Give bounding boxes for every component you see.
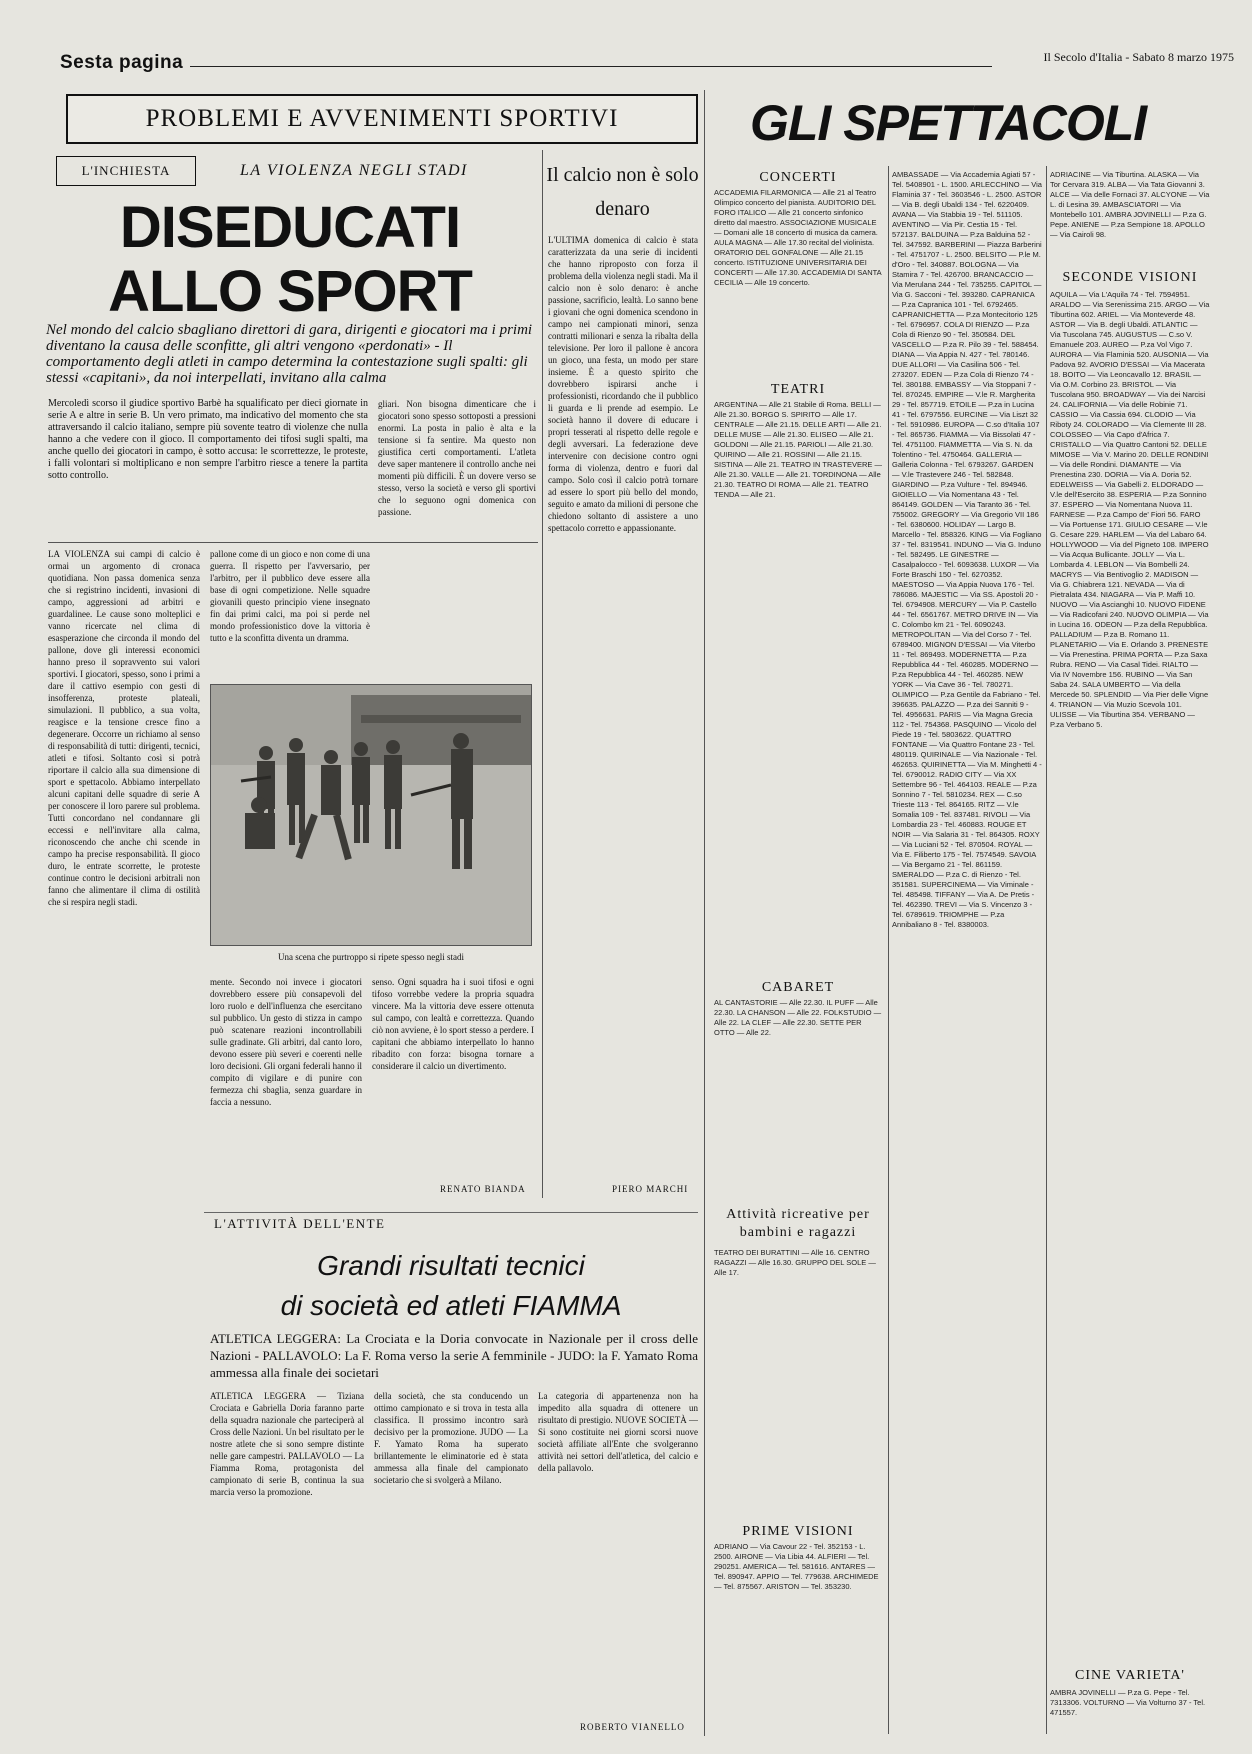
masthead-line: Il Secolo d'Italia - Sabato 8 marzo 1975 bbox=[1043, 50, 1234, 64]
prime-visioni-list: ADRIANO — Via Cavour 22 - Tel. 352153 - L. 2500. AIRONE — Via Libia 44. ALFIERI — Tel. 290251. AMERICA — Tel. 581616. ANTARES — Tel. 890947. APPIO — Tel. 779638. ARCHIMEDE — Tel. 875567. ARISTON — Tel. 353230. bbox=[714, 1542, 879, 1591]
ente-column-2: della società, che sta conducendo un ottimo campionato e si trova in testa alla classifica. Il prossimo incontro sarà decisivo per la promozione. JUDO — La F. Yamato Roma ha superato brillantemente le eliminatorie ed è stata ammessa alla finale del campionato societario che si svolgerà a Milano. bbox=[374, 1391, 528, 1485]
ragazzi-heading: Attività ricreative per bambini e ragazzi bbox=[726, 1207, 870, 1240]
ente-title-line-2: di società ed atleti FIAMMA bbox=[280, 1290, 622, 1321]
concerti-list: ACCADEMIA FILARMONICA — Alle 21 al Teatro Olimpico concerto del pianista. AUDITORIO DEL FORO ITALICO — Alle 21 concerto sinfonico diretto dal maestro. ASSOCIAZIONE MUSICALE — Domani alle 18 concerto di musica da camera. AULA MAGNA — Alle 17.30 recital del violinista. ORATORIO DEL GONFALONE — Alle 21.15 concerto. ISTITUZIONE UNIVERSITARIA DEI CONCERTI — Alle 17.30. ACCADEMIA DI SANTA CECILIA — Alle 19 concerto. bbox=[714, 188, 882, 287]
ente-deck: ATLETICA LEGGERA: La Crociata e la Doria convocate in Nazionale per il cross delle Nazioni - PALLAVOLO: La F. Roma verso la serie A femminile - JUDO: la F. Yamato Roma ammessa alla finale dei societari bbox=[210, 1331, 698, 1380]
teatri-list: ARGENTINA — Alle 21 Stabile di Roma. BELLI — Alle 21.30. BORGO S. SPIRITO — Alle 17. CENTRALE — Alle 21.15. DELLE ARTI — Alle 21. DELLE MUSE — Alle 21.30. ELISEO — Alle 21. GOLDONI — Alle 21.15. PARIOLI — Alle 21.30. QUIRINO — Alle 21. ROSSINI — Alle 21.15. SISTINA — Alle 21. TEATRO IN TRASTEVERE — Alle 21.30. VALLE — Alle 21. TORDINONA — Alle 21.30. TEATRO DI ROMA — Alle 21. TEATRO TENDA — Alle 21. bbox=[714, 400, 882, 499]
section-label: Sesta pagina bbox=[60, 52, 184, 73]
calcio-headline: Il calcio non è solo denaro bbox=[546, 164, 699, 220]
page-divider bbox=[704, 90, 705, 1736]
seconde-visioni-list: AQUILA — Via L'Aquila 74 - Tel. 7594951. ARALDO — Via Serenissima 215. ARGO — Via Tiburtina 602. ARIEL — Via Monteverde 48. ASTOR — Via B. degli Ubaldi. ATLANTIC — Via Tuscolana 745. AUGUSTUS — C.so V. Emanuele 203. AUREO — P.za Vol Vigo 7. AURORA — Via Flaminia 520. AUSONIA — Via Padova 92. AVORIO D'ESSAI — Via Macerata 18. BOITO — Via Leoncavallo 12. BRASIL — Via O.M. Corbino 23. BRISTOL — Via Tuscolana 950. BROADWAY — Via dei Narcisi 24. CALIFORNIA — Via delle Robinie 71. CASSIO — Via Cassia 694. CLODIO — Via Riboty 24. COLORADO — Via Clemente III 28. COLOSSEO — Via Capo d'Africa 7. CRISTALLO — Via Quattro Cantoni 52. DELLE MIMOSE — Via V. Marino 20. DELLE RONDINI — Via delle Rondini. DIAMANTE — Via Prenestina 230. DORIA — Via A. Doria 52. EDELWEISS — Via Gabelli 2. ELDORADO — V.le dell'Esercito 38. ESPERIA — P.za Sonnino 37. ESPERO — Via Nomentana Nuova 11. FARNESE — P.za Campo de' Fiori 56. FARO — Via Portuense 171. GIULIO CESARE — V.le G. Cesare 229. HARLEM — Via del Labaro 64. HOLLYWOOD — Via del Pigneto 108. IMPERO — Via Acqua Bullicante. JOLLY — Via L. Lombarda 4. LEBLON — Via Bombelli 24. MACRYS — Via Bentivoglio 2. MADISON — Via G. Chiabrera 121. NEVADA — Via di Pietralata 434. NIAGARA — Via P. Maffi 10. NUOVO — Via Ascianghi 10. NUOVO FIDENE — Via Radicofani 240. NUOVO OLIMPIA — Via in Lucina 16. ODEON — P.za della Repubblica. PALLADIUM — P.za B. Romano 11. PLANETARIO — Via E. Orlando 3. PRENESTE — Via Prenestina. PRIMA PORTA — P.za Saxa Rubra. RENO — Via Casal Tidei. RIALTO — Via IV Novembre 156. RUBINO — Via San Saba 24. SALA UMBERTO — Via della Mercede 50. SPLENDID — Via Pier delle Vigne 4. TRIANON — Via Muzio Scevola 101. ULISSE — Via Tiburtina 354. VERBANO — P.za Verbano 5. bbox=[1050, 290, 1210, 729]
concerti-heading: CONCERTI bbox=[759, 170, 837, 185]
cinema-list-right-top: ADRIACINE — Via Tiburtina. ALASKA — Via Tor Cervara 319. ALBA — Via Tata Giovanni 3. ALCE — Via delle Fornaci 37. ALCYONE — Via L. di Lesina 39. AMBASCIATORI — Via Montebello 101. AMBRA JOVINELLI — P.za G. Pepe. ANIENE — P.za Sempione 18. APOLLO — Via Cairoli 98. bbox=[1050, 170, 1210, 239]
header-rule bbox=[190, 66, 992, 67]
inchiesta-kicker: L'INCHIESTA bbox=[56, 156, 196, 186]
article-lower-column-2: senso. Ogni squadra ha i suoi tifosi e ogni tifoso vorrebbe vedere la propria squadra vincere. Ma la vittoria deve essere ottenuta sul campo, con lealtà e correttezza. Quando ciò non avviene, è lo sport stesso a perdere. I capitani che abbiamo interpellato lo hanno ribadito con forza: bisogna tornare a considerare il calcio un divertimento. bbox=[372, 977, 534, 1071]
ente-title-line-1: Grandi risultati tecnici bbox=[317, 1250, 585, 1281]
article-column-3: gliari. Non bisogna dimenticare che i giocatori sono spesso sottoposti a pressioni enormi. La posta in palio è alta e la tensione si fa sentire. Ma questo non giustifica certi comportamenti. L'atleta deve saper mantenere il controllo anche nei momenti più difficili. È un dovere verso se stesso, verso la società e verso gli sportivi che lo seguono ogni domenica con passione. bbox=[378, 399, 536, 517]
column-rule-3 bbox=[1046, 166, 1047, 1734]
ragazzi-list: TEATRO DEI BURATTINI — Alle 16. CENTRO RAGAZZI — Alle 16.30. GRUPPO DEL SOLE — Alle 17. bbox=[714, 1248, 876, 1277]
prime-visioni-heading: PRIME VISIONI bbox=[742, 1524, 854, 1539]
article-lead: Mercoledì scorso il giudice sportivo Barbè ha squalificato per dieci giornate in serie A e altre in serie B. Un vero primato, ma indicativo del momento che sta attraversando il calcio italiano, sempre più sovente teatro di violenze che nulla hanno a che vedere con il gioco. Il comportamento dei tifosi sugli spalti, ma anche quello dei giocatori in campo, è sotto accusa: le scorrettezze, le proteste, i falli volontari si moltiplicano e non sempre l'arbitro riesce a tenere la partita sotto controllo. bbox=[48, 398, 368, 481]
ente-kicker: L'ATTIVITÀ DELL'ENTE bbox=[214, 1216, 386, 1231]
seconde-visioni-heading: SECONDE VISIONI bbox=[1062, 270, 1198, 285]
teatri-heading: TEATRI bbox=[770, 382, 826, 397]
cabaret-list: AL CANTASTORIE — Alle 22.30. IL PUFF — Alle 22.30. LA CHANSON — Alle 22. FOLKSTUDIO — Alle 22. LA CLEF — Alle 22.30. SETTE PER OTTO — Alle 22. bbox=[714, 998, 882, 1037]
ente-byline: ROBERTO VIANELLO bbox=[580, 1722, 685, 1732]
cine-varieta-list: AMBRA JOVINELLI — P.za G. Pepe - Tel. 7313306. VOLTURNO — Via Volturno 37 - Tel. 471557. bbox=[1050, 1688, 1206, 1717]
ente-column-1: ATLETICA LEGGERA — Tiziana Crociata e Gabriella Doria faranno parte della squadra nazionale che parteciperà al Cross delle Nazioni. Un bel risultato per le nostre atlete che si sono sempre distinte nelle gare campestri. PALLAVOLO — La Fiamma Roma, protagonista del campionato di serie B, continua la sua marcia verso la promozione. bbox=[210, 1391, 364, 1497]
article-lower-column-1: mente. Secondo noi invece i giocatori dovrebbero essere più consapevoli del loro ruolo e dell'influenza che esercitano sul pubblico. Un gesto di stizza in campo può scatenare reazioni incontrollabili sulle gradinate. Gli arbitri, dal canto loro, devono essere più severi e coerenti nelle loro decisioni. Gli organi federali hanno il compito di vigilare e di punire con fermezza chi sbaglia, senza guardare in faccia a nessuno. bbox=[210, 977, 362, 1107]
cinema-list: AMBASSADE — Via Accademia Agiati 57 - Tel. 5408901 - L. 1500. ARLECCHINO — Via Flaminia 37 - Tel. 3603546 - L. 2500. ASTOR — Via B. degli Ubaldi 134 - Tel. 6220409. AVANA — Via Stabbia 19 - Tel. 511105. AVENTINO — Via Pir. Cestia 15 - Tel. 572137. BALDUINA — P.za Balduina 52 - Tel. 347592. BARBERINI — Piazza Barberini - Tel. 4751707 - L. 2500. BELSITO — P.le M. d'Oro - Tel. 340887. BOLOGNA — Via Stamira 7 - Tel. 426700. BRANCACCIO — Via Merulana 244 - Tel. 735255. CAPITOL — Via G. Sacconi - Tel. 393280. CAPRANICA — P.za Capranica 101 - Tel. 6792465. CAPRANICHETTA — P.za Montecitorio 125 - Tel. 6796957. COLA DI RIENZO — P.za Cola di Rienzo 90 - Tel. 350584. DEL VASCELLO — P.za R. Pilo 39 - Tel. 588454. DIANA — Via Appia N. 427 - Tel. 780146. DUE ALLORI — Via Casilina 506 - Tel. 273207. EDEN — P.za Cola di Rienzo 74 - Tel. 380188. EMBASSY — Via Stoppani 7 - Tel. 870245. EMPIRE — V.le R. Margherita 29 - Tel. 857719. ETOILE — P.za in Lucina 41 - Tel. 6797556. EURCINE — Via Liszt 32 - Tel. 5910986. EUROPA — C.so d'Italia 107 - Tel. 865736. FIAMMA — Via Bissolati 47 - Tel. 4751100. FIAMMETTA — Via S. N. da Tolentino - Tel. 4750464. GALLERIA — Galleria Colonna - Tel. 6793267. GARDEN — V.le Trastevere 246 - Tel. 582848. GIARDINO — P.za Vulture - Tel. 894946. GIOIELLO — Via Nomentana 43 - Tel. 864149. GOLDEN — Via Taranto 36 - Tel. 755002. GREGORY — Via Gregorio VII 186 - Tel. 6380600. HOLIDAY — Largo B. Marcello - Tel. 858326. KING — Via Fogliano 37 - Tel. 8319541. INDUNO — Via G. Induno - Tel. 582495. LE GINESTRE — Casalpalocco - Tel. 6093638. LUXOR — Via Forte Braschi 150 - Tel. 6270352. MAESTOSO — Via Appia Nuova 176 - Tel. 786086. MAJESTIC — Via SS. Apostoli 20 - Tel. 6794908. MERCURY — Via P. Castello 44 - Tel. 6561767. METRO DRIVE IN — Via C. Colombo km 21 - Tel. 6090243. METROPOLITAN — Via del Corso 7 - Tel. 6789400. MIGNON D'ESSAI — Via Viterbo 11 - Tel. 869493. MODERNETTA — P.za Repubblica 44 - Tel. 460285. MODERNO — P.za Repubblica 44 - Tel. 460285. NEW YORK — Via Cave 36 - Tel. 780271. OLIMPICO — P.za Gentile da Fabriano - Tel. 396635. PALAZZO — P.za dei Sanniti 9 - Tel. 4956631. PARIS — Via Magna Grecia 112 - Tel. 754368. PASQUINO — Vicolo del Piede 19 - Tel. 5803622. QUATTRO FONTANE — Via Quattro Fontane 23 - Tel. 480119. QUIRINALE — Via Nazionale - Tel. 462653. QUIRINETTA — Via M. Minghetti 4 - Tel. 6790012. RADIO CITY — Via XX Settembre 96 - Tel. 464103. REALE — P.za Sonnino 7 - Tel. 5810234. REX — C.so Trieste 113 - Tel. 864165. RITZ — V.le Somalia 109 - Tel. 837481. RIVOLI — Via Lombardia 23 - Tel. 460883. ROUGE ET NOIR — Via Salaria 31 - Tel. 864305. ROXY — Via Luciani 52 - Tel. 870504. ROYAL — Via E. Filiberto 175 - Tel. 7574549. SAVOIA — Via Bergamo 21 - Tel. 861159. SMERALDO — P.za C. di Rienzo - Tel. 351581. SUPERCINEMA — Via Viminale - Tel. 485498. TIFFANY — Via A. De Pretis - Tel. 462390. TREVI — Via S. Vincenzo 3 - Tel. 6789619. TRIOMPHE — P.za Annibaliano 8 - Tel. 8380003. bbox=[892, 170, 1042, 929]
calcio-body: L'ULTIMA domenica di calcio è stata caratterizzata da una serie di incidenti che hanno riproposto con forza il problema della violenza negli stadi. Ma il calcio non è solo denaro: è anche passione, sacrificio, lealtà. Lo sanno bene i giovani che ogni domenica scendono in campo nei campionati minori, senza contratti milionari e senza la ribalta della televisione. Per loro il pallone è ancora un gioco, una festa, un modo per stare insieme. È a questo spirito che dovrebbero ispirarsi anche i professionisti, ricordando che il pubblico li guarda e li prende ad esempio. Le società hanno il dovere di educare i propri tesserati al rispetto delle regole e degli avversari. La federazione deve intervenire con decisione contro ogni forma di violenza, dentro e fuori dal campo. Solo così il calcio potrà tornare ad essere lo sport più bello del mondo, seguito e amato da milioni di persone che chiedono soltanto di assistere a uno spettacolo corretto e appassionante. bbox=[548, 235, 698, 533]
ente-title bbox=[216, 1246, 686, 1326]
photo-caption: Una scena che purtroppo si ripete spesso negli stadi bbox=[278, 952, 464, 962]
article-byline: RENATO BIANDA bbox=[440, 1184, 526, 1194]
ente-column-3: La categoria di appartenenza non ha impedito alla squadra di ottenere un risultato di prestigio. NUOVE SOCIETÀ — Si sono costituite nei giorni scorsi nuove società affiliate all'Ente che svolgeranno attività nei settori dell'atletica, del calcio e della pallavolo. bbox=[538, 1391, 698, 1473]
column-rule-2 bbox=[888, 166, 889, 1734]
diseducati-headline: DISEDUCATI ALLO SPORT bbox=[108, 195, 472, 324]
sport-section-title: PROBLEMI E AVVENIMENTI SPORTIVI bbox=[66, 94, 698, 144]
spettacoli-title: GLI SPETTACOLI bbox=[750, 95, 1147, 151]
calcio-byline: PIERO MARCHI bbox=[612, 1184, 689, 1194]
cabaret-heading: CABARET bbox=[761, 980, 835, 995]
article-deck: Nel mondo del calcio sbagliano direttori di gara, dirigenti e giocatori ma i primi diventano la causa delle sconfitte, gli altri vengono «perdonati» - Il comportamento degli atleti in campo determina la contestazione sugli spalti: gli stessi «capitani», da noi interpellati, invitano alla calma bbox=[46, 322, 533, 386]
stadium-police-photo bbox=[210, 684, 532, 946]
article-column-1: LA VIOLENZA sui campi di calcio è ormai un argomento di cronaca quotidiana. Non passa domenica senza che si registrino incidenti, invasioni di campo, aggressioni ad arbitri e guardalinee. Le cause sono molteplici e vanno ricercate nel clima di esasperazione che circonda il mondo del pallone, dove gli interessi economici hanno preso il sopravvento sui valori sportivi. I giocatori, spesso, sono i primi a dare il cattivo esempio con gesti di insofferenza, proteste plateali, simulazioni. Il pubblico, a sua volta, reagisce e la tensione cresce fino a degenerare. Occorre un richiamo al senso di responsabilità di tutti: dirigenti, tecnici, atleti e tifosi. Soltanto così si potrà riportare il calcio alla sua dimensione di sport e spettacolo. Abbiamo interpellato alcuni capitani delle squadre di serie A per conoscere il loro parere sul problema. Tutti concordano nel condannare gli eccessi e nell'invitare alla calma, riconoscendo che anche chi scende in campo ha precise responsabilità. Il gioco duro, le entrate scorrette, le proteste continue contro le decisioni arbitrali non fanno che alimentare il clima di ostilità che si respira negli stadi. bbox=[48, 549, 200, 907]
violenza-subkicker: LA VIOLENZA NEGLI STADI bbox=[240, 162, 468, 179]
article-column-2: pallone come di un gioco e non come di una guerra. Il rispetto per l'avversario, per l'arbitro, per il pubblico deve essere alla base di ogni competizione. Nelle squadre giovanili questo principio viene insegnato fin dai primi calci, ma poi si perde nel mondo professionistico dove la vittoria è tutto e la sconfitta diventa un dramma. bbox=[210, 549, 370, 643]
police-scene-image bbox=[211, 685, 532, 946]
cine-varieta-heading: CINE VARIETA' bbox=[1075, 1668, 1185, 1683]
column-rule-1 bbox=[542, 150, 543, 1198]
